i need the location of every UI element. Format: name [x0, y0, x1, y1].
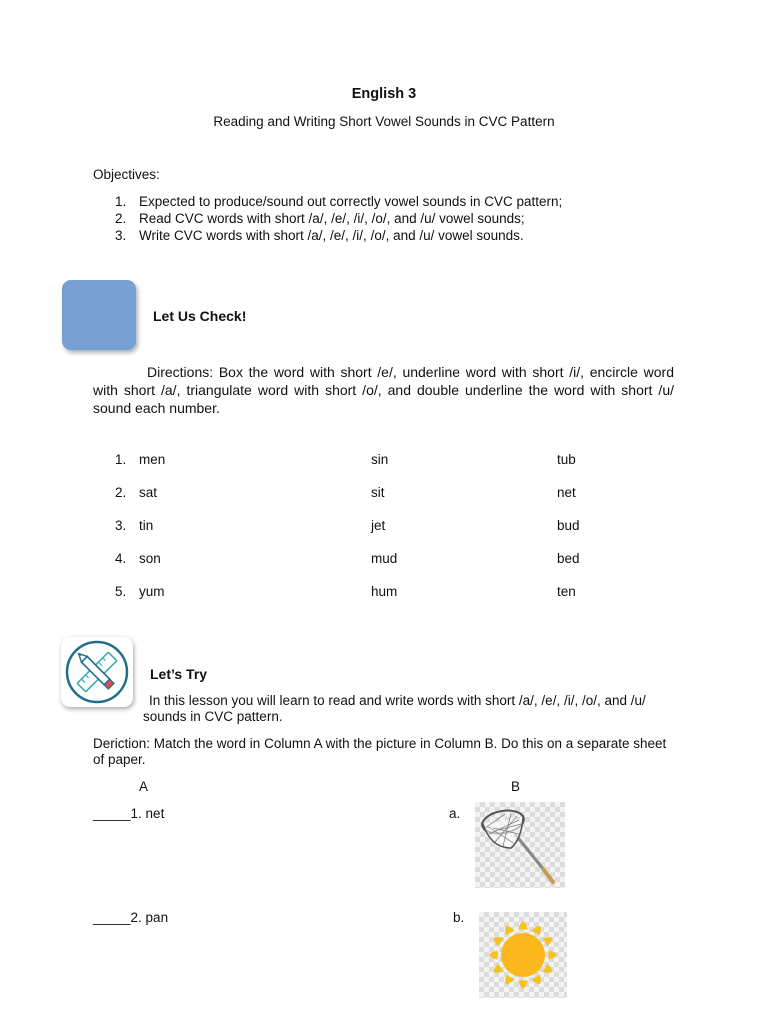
row-number: 3. [115, 518, 127, 533]
matching-directions: Deriction: Match the word in Column A with the picture in Column B. Do this on a separate sheet of paper. [93, 736, 667, 767]
word-cell: sin [371, 452, 389, 467]
pencil-ruler-icon [61, 637, 133, 707]
list-text: Write CVC words with short /a/, /e/, /i/, /o/, and /u/ vowel sounds. [139, 228, 524, 243]
word-cell: men [139, 452, 166, 467]
page-title: English 3 [351, 86, 417, 102]
table-row [115, 584, 675, 604]
picture-letter: b. [453, 910, 465, 925]
list-number: 1. [115, 194, 127, 209]
list-item [115, 210, 562, 227]
section-heading-try: Let’s Try [150, 666, 208, 682]
list-number: 3. [115, 228, 127, 243]
word-cell: hum [371, 584, 398, 599]
word-cell: jet [371, 518, 386, 533]
column-a-header: A [139, 779, 149, 794]
table-row [115, 452, 675, 472]
word-cell: sat [139, 485, 158, 500]
table-row [115, 551, 675, 571]
row-number: 5. [115, 584, 127, 599]
section-marker-box [62, 280, 136, 350]
picture-letter: a. [449, 806, 461, 821]
list-text: Expected to produce/sound out correctly vowel sounds in CVC pattern; [139, 194, 563, 209]
word-cell: son [139, 551, 161, 566]
table-row [115, 518, 675, 538]
objectives-heading: Objectives: [93, 167, 160, 182]
column-b-header: B [511, 779, 521, 794]
list-item [115, 227, 562, 244]
row-number: 2. [115, 485, 127, 500]
list-item [115, 193, 562, 210]
row-number: 1. [115, 452, 127, 467]
match-item: _____2. pan [93, 910, 169, 925]
lesson-text: In this lesson you will learn to read and write words with short /a/, /e/, /i/, /o/, and /u/ sounds in CVC pattern. [143, 693, 646, 724]
row-number: 4. [115, 551, 127, 566]
word-cell: bed [557, 551, 580, 566]
list-number: 2. [115, 211, 127, 226]
directions-text: Directions: Box the word with short /e/, underline word with short /i/, encircle word with short /a/, triangulate word with short /o/, and double underline the word with short /u/ sound each number. [93, 364, 674, 416]
word-cell: tub [557, 452, 576, 467]
table-row [115, 485, 675, 505]
word-cell: yum [139, 584, 165, 599]
section-heading-check: Let Us Check! [153, 308, 247, 324]
butterfly-net-icon [475, 802, 565, 888]
word-cell: sit [371, 485, 385, 500]
word-cell: net [557, 485, 576, 500]
list-text: Read CVC words with short /a/, /e/, /i/, /o/, and /u/ vowel sounds; [139, 211, 525, 226]
match-item: _____1. net [93, 806, 165, 821]
objectives-list [115, 193, 562, 244]
sun-icon [479, 912, 567, 998]
word-cell: bud [557, 518, 580, 533]
word-cell: tin [139, 518, 154, 533]
word-cell: mud [371, 551, 398, 566]
word-cell: ten [557, 584, 576, 599]
page-subtitle: Reading and Writing Short Vowel Sounds in CVC Pattern [213, 114, 555, 129]
